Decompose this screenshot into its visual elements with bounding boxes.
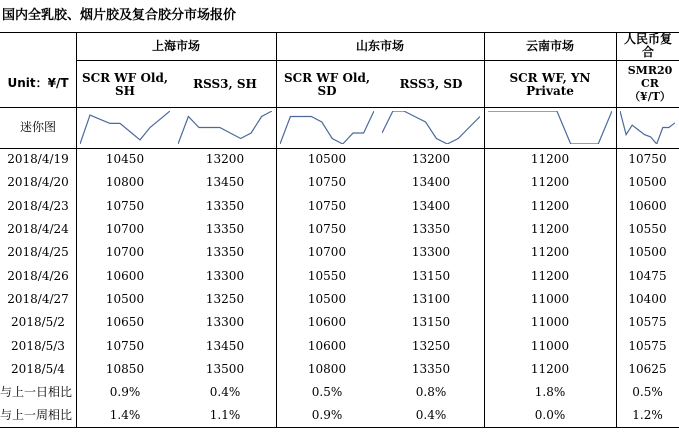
change-row-label: 与上一日相比: [0, 385, 73, 400]
price-cell: 13150: [411, 315, 451, 330]
change-cell: 1.1%: [209, 408, 241, 423]
sparkline-chart: [382, 111, 480, 144]
change-cell: 1.4%: [109, 408, 141, 423]
price-cell: 10750: [105, 198, 145, 213]
price-cell: 10500: [307, 152, 347, 167]
price-cell: 10750: [307, 175, 347, 190]
mini-chart-label: 迷你图: [19, 120, 56, 134]
sparkline-chart: [488, 111, 612, 144]
price-cell: 10475: [628, 268, 667, 283]
row-date: 2018/4/25: [7, 245, 69, 260]
sparkline-chart: [620, 111, 675, 144]
price-cell: 10750: [307, 198, 347, 213]
price-cell: 10700: [307, 245, 347, 260]
change-cell: 0.9%: [109, 385, 141, 400]
sparkline-chart: [178, 111, 272, 144]
change-cell: 0.4%: [209, 385, 241, 400]
price-cell: 13350: [411, 361, 451, 376]
price-cell: 11200: [530, 222, 570, 237]
price-cell: 10600: [105, 268, 145, 283]
change-cell: 0.5%: [632, 385, 663, 400]
price-cell: 10575: [628, 315, 667, 330]
price-cell: 13400: [411, 198, 451, 213]
price-cell: 13300: [205, 268, 245, 283]
price-cell: 13400: [411, 175, 451, 190]
price-cell: 10850: [105, 361, 145, 376]
price-cell: 13500: [205, 361, 245, 376]
change-cell: 0.8%: [415, 385, 447, 400]
price-cell: 10600: [307, 338, 347, 353]
price-cell: 13350: [411, 222, 451, 237]
price-cell: 10750: [307, 222, 347, 237]
price-cell: 10700: [105, 222, 145, 237]
row-date: 2018/4/24: [7, 222, 69, 237]
table-rule: [0, 107, 679, 108]
price-cell: 10750: [105, 338, 145, 353]
price-cell: 10625: [628, 361, 667, 376]
price-cell: 13250: [411, 338, 451, 353]
price-cell: 10550: [628, 222, 667, 237]
price-table: [0, 30, 679, 433]
price-cell: 11200: [530, 245, 570, 260]
row-date: 2018/4/19: [7, 152, 69, 167]
sparkline-series: [178, 111, 272, 144]
price-cell: 11200: [530, 268, 570, 283]
price-cell: 10600: [307, 315, 347, 330]
market-group-header: 云南市场: [525, 38, 574, 53]
price-cell: 13350: [205, 222, 245, 237]
column-header: SMR20 CR（¥/T）: [627, 64, 673, 103]
price-cell: 10450: [105, 152, 145, 167]
price-cell: 13100: [411, 291, 451, 306]
market-group-header: 山东市场: [355, 38, 404, 53]
sparkline-series: [382, 111, 480, 144]
price-cell: 13300: [205, 315, 245, 330]
price-cell: 11000: [530, 338, 570, 353]
price-cell: 11000: [530, 291, 570, 306]
price-cell: 11200: [530, 361, 570, 376]
price-cell: 13250: [205, 291, 245, 306]
row-date: 2018/4/27: [7, 291, 69, 306]
change-cell: 0.0%: [534, 408, 566, 423]
column-header: SCR WF, YN Private: [509, 70, 591, 98]
price-cell: 10800: [105, 175, 145, 190]
row-date: 2018/4/23: [7, 198, 69, 213]
column-header: SCR WF Old, SH: [81, 70, 169, 98]
column-header: RSS3, SH: [193, 77, 257, 91]
sparkline-series: [620, 111, 675, 144]
sparkline-series: [488, 111, 612, 144]
column-header: RSS3, SD: [399, 77, 463, 91]
price-cell: 13300: [411, 245, 451, 260]
price-cell: 10650: [105, 315, 145, 330]
row-date: 2018/5/3: [11, 338, 65, 353]
sparkline-chart: [280, 111, 374, 144]
change-cell: 0.5%: [311, 385, 343, 400]
price-cell: 10700: [105, 245, 145, 260]
price-cell: 13150: [411, 268, 451, 283]
change-row-label: 与上一周相比: [0, 408, 73, 423]
sparkline-chart: [80, 111, 170, 144]
price-cell: 10500: [628, 245, 667, 260]
price-cell: 13350: [205, 198, 245, 213]
price-cell: 11200: [530, 198, 570, 213]
price-cell: 10750: [628, 152, 667, 167]
price-cell: 13450: [205, 175, 245, 190]
market-group-header: 上海市场: [151, 38, 200, 53]
column-header: SCR WF Old, SD: [283, 70, 371, 98]
price-cell: 10500: [105, 291, 145, 306]
table-rule: [76, 60, 679, 61]
price-cell: 10500: [628, 175, 667, 190]
unit-label: Unit：¥/T: [7, 76, 69, 90]
change-cell: 0.4%: [415, 408, 447, 423]
row-date: 2018/5/4: [11, 361, 65, 376]
row-date: 2018/4/20: [7, 175, 69, 190]
row-date: 2018/5/2: [11, 315, 65, 330]
price-cell: 10600: [628, 198, 667, 213]
row-date: 2018/4/26: [7, 268, 69, 283]
change-cell: 1.2%: [632, 408, 663, 423]
price-cell: 11000: [530, 315, 570, 330]
price-cell: 11200: [530, 175, 570, 190]
price-cell: 13200: [411, 152, 451, 167]
price-cell: 10575: [628, 338, 667, 353]
page-title: 国内全乳胶、烟片胶及复合胶分市场报价: [2, 8, 237, 23]
price-cell: 10800: [307, 361, 347, 376]
price-cell: 13450: [205, 338, 245, 353]
price-cell: 13350: [205, 245, 245, 260]
change-cell: 0.9%: [311, 408, 343, 423]
price-cell: 10400: [628, 291, 667, 306]
change-cell: 1.8%: [534, 385, 566, 400]
sparkline-series: [80, 111, 170, 144]
price-cell: 13200: [205, 152, 245, 167]
price-cell: 10550: [307, 268, 347, 283]
price-cell: 10500: [307, 291, 347, 306]
price-cell: 11200: [530, 152, 570, 167]
market-group-header: 人民币复合: [623, 32, 672, 59]
sparkline-series: [280, 111, 374, 144]
